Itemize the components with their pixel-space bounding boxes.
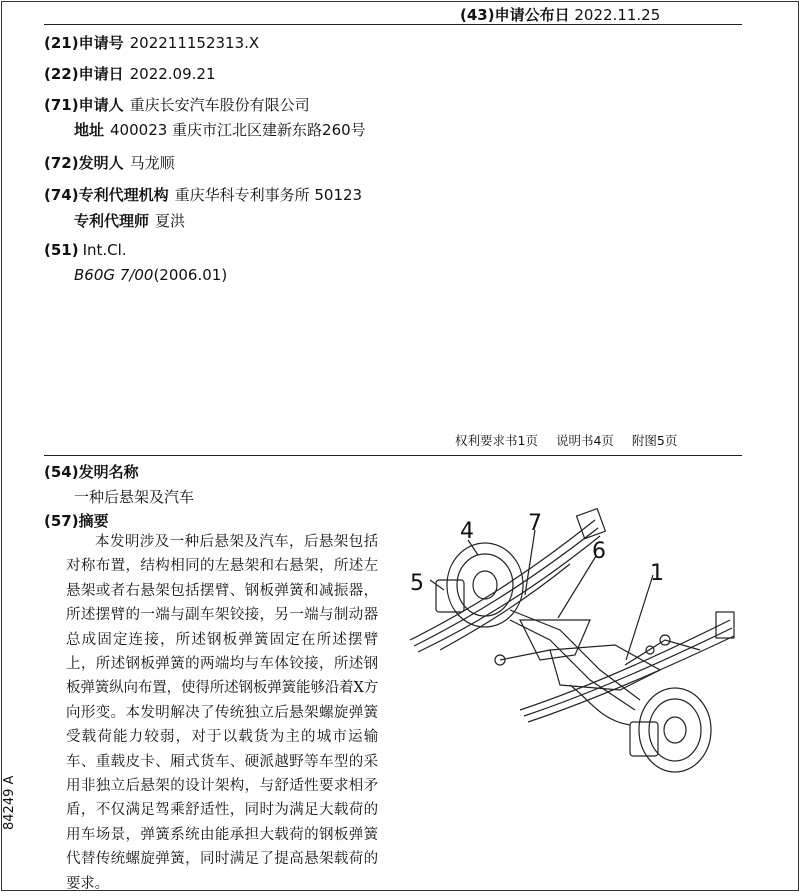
address: 地址 400023 重庆市江北区建新东路260号 — [74, 121, 366, 139]
application-date: (22)申请日 2022.09.21 — [44, 65, 216, 83]
drawing-pages: 附图5页 — [631, 433, 678, 448]
top-divider — [44, 24, 742, 25]
applicant: (71)申请人 重庆长安汽车股份有限公司 — [44, 96, 310, 114]
side-publication-code: 84249 A — [2, 775, 17, 830]
figure-label: 6 — [592, 539, 606, 564]
suspension-drawing — [400, 500, 740, 800]
abstract-text: 本发明涉及一种后悬架及汽车，后悬架包括对称布置，结构相同的左悬架和右悬架，所述左悬架或者右悬架包括摆臂、钢板弹簧和减振器，所述摆臂的一端与副车架铰接，另一端与制动器总成固定连接，所述钢板弹簧固定在所述摆臂上，所述钢板弹簧的两端均与车体铰接，所述钢板弹簧纵向布置，使得所述钢板弹簧能够沿着X方向形变。本发明解决了传统独立后悬架螺旋弹簧受载荷能力较弱，对于以载货为主的城市运输车、重载皮卡、厢式货车、硬派越野等车型的采用非独立后悬架的设计架构，与舒适性要求相矛盾，不仅满足驾乘舒适性，同时为满足大载荷的用车场景，弹簧系统由能承担大载荷的钢板弹簧代替传统螺旋弹簧，同时满足了提高悬架载荷的要求。 — [66, 534, 378, 892]
ipc-classification: B60G 7/00(2006.01) — [74, 266, 228, 284]
abstract-heading: (57)摘要 — [44, 512, 109, 530]
invention-title: 一种后悬架及汽车 — [74, 488, 195, 506]
description-pages: 说明书4页 — [555, 433, 614, 448]
figure-label: 4 — [460, 519, 474, 544]
patent-agency: (74)专利代理机构 重庆华科专利事务所 50123 — [44, 186, 363, 204]
application-number: (21)申请号 202211152313.X — [44, 34, 260, 52]
int-cl: (51) Int.Cl. — [44, 241, 127, 259]
figure-label: 7 — [528, 511, 542, 536]
middle-divider — [44, 455, 742, 456]
invention-title-heading: (54)发明名称 — [44, 463, 139, 481]
patent-agent: 专利代理师 夏洪 — [74, 212, 186, 230]
figure-label: 1 — [650, 561, 664, 586]
inventor: (72)发明人 马龙顺 — [44, 154, 175, 172]
claims-pages: 权利要求书1页 — [455, 433, 538, 448]
publication-date-label: (43)申请公布日 — [460, 6, 570, 24]
publication-date-value: 2022.11.25 — [574, 6, 661, 24]
publication-date — [460, 4, 660, 25]
page-counts — [455, 431, 691, 449]
figure-label: 5 — [410, 571, 424, 596]
